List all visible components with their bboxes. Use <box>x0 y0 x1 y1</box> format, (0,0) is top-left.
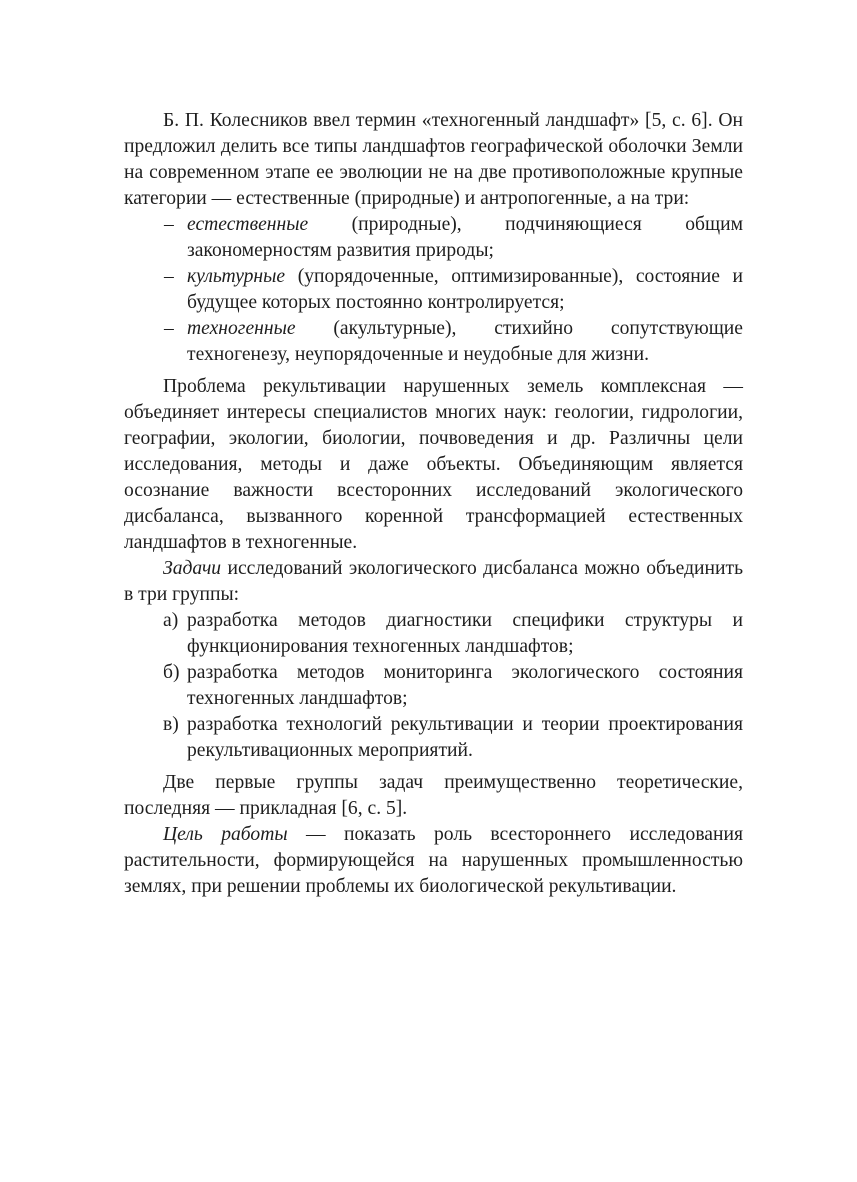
task-text-c: разработка технологий рекультивации и теории проектирования рекультивационных мероприятий. <box>187 714 743 761</box>
tasks-list <box>124 608 743 764</box>
list-dash-marker: – <box>164 266 174 287</box>
tasks-text: исследований экологического дисбаланса можно объединить в три группы: <box>124 558 743 605</box>
tasks-lead: Задачи <box>163 558 222 579</box>
task-text-b: разработка методов мониторинга экологического состояния техногенных ландшафтов; <box>187 662 743 709</box>
term-cultural-description: (упорядоченные, оптимизированные), состояние и будущее которых постоянно контролируется; <box>187 266 743 313</box>
term-technogenic-description: (акультурные), стихийно сопутствующие техногенезу, неупорядоченные и неудобные для жизни. <box>187 318 743 365</box>
task-marker-b: б) <box>163 662 180 683</box>
paragraph-tasks <box>124 556 743 608</box>
term-natural-description: (природные), подчиняющиеся общим закономерностям развития природы; <box>187 214 743 261</box>
task-item-b <box>124 660 743 712</box>
goal-lead: Цель работы <box>163 824 288 845</box>
task-item-a <box>124 608 743 660</box>
landscape-types-list <box>124 212 743 368</box>
document-page <box>124 108 743 900</box>
term-technogenic: техногенные <box>187 318 296 339</box>
list-item-cultural <box>124 264 743 316</box>
paragraph-problem: Проблема рекультивации нарушенных земель комплексная — объединяет интересы специалистов многих наук: геологии, гидрологии, географии, экологии, биологии, почвоведения и др. Различны цели исследования, методы и даже объекты. Объединяющим является осознание важности всесторонних исследований экологического дисбаланса, вызванного коренной трансформацией естественных ландшафтов в техногенные. <box>124 376 743 553</box>
task-item-c <box>124 712 743 764</box>
paragraph-task-groups: Две первые группы задач преимущественно теоретические, последняя — прикладная [6, с. 5]. <box>124 772 743 819</box>
term-cultural: культурные <box>187 266 286 287</box>
term-natural: естественные <box>187 214 309 235</box>
list-dash-marker: – <box>164 214 174 235</box>
paragraph-goal <box>124 822 743 900</box>
goal-text: — показать роль всестороннего исследования растительности, формирующейся на нарушенных промышленностью землях, при решении проблемы их биологической рекультивации. <box>124 824 743 897</box>
list-item-technogenic <box>124 316 743 368</box>
task-marker-c: в) <box>163 714 179 735</box>
task-marker-a: а) <box>163 610 179 631</box>
list-dash-marker: – <box>164 318 174 339</box>
list-item-natural <box>124 212 743 264</box>
task-text-a: разработка методов диагностики специфики структуры и функционирования техногенных ландшафтов; <box>187 610 743 657</box>
paragraph-intro: Б. П. Колесников ввел термин «техногенный ландшафт» [5, с. 6]. Он предложил делить все типы ландшафтов географической оболочки Земли на современном этапе ее эволюции не на две противоположные крупные категории — естественные (природные) и антропогенные, а на три: <box>124 110 743 209</box>
